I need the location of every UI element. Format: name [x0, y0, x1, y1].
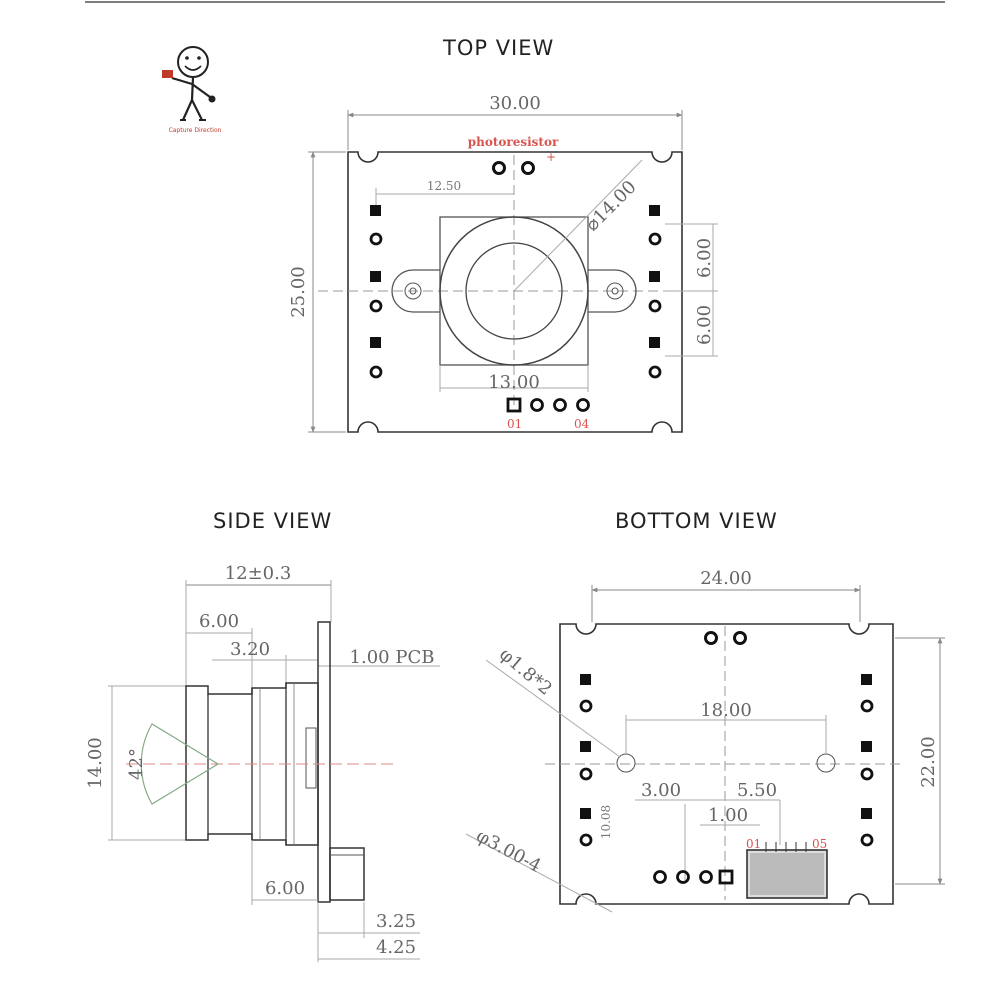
top-view [288, 93, 718, 432]
bottom-photoresistor-pad [735, 633, 746, 644]
photoresistor-plus: + [546, 150, 557, 164]
top-height-label: 25.00 [288, 266, 309, 318]
side-view [85, 563, 440, 962]
bottom-view [466, 568, 945, 912]
bottom-hole-dist-label: 3.00 [640, 780, 682, 801]
bottom-mount-hole-right [817, 754, 835, 772]
side-pcb [318, 622, 330, 902]
side-holder-label: 3.20 [229, 639, 271, 660]
top-width-label: 30.00 [489, 93, 541, 114]
photoresistor-label: photoresistor [467, 135, 559, 149]
bottom-pin-last: 05 [812, 837, 828, 851]
bottom-photoresistor-pad [706, 633, 717, 644]
bottom-left-pads [580, 674, 591, 845]
bottom-pin-first: 01 [746, 837, 762, 851]
side-lens-label: 6.00 [198, 611, 240, 632]
bottom-hole-spec-label: φ1.8*2 [495, 643, 556, 700]
side-conn-a-label: 3.25 [375, 911, 417, 932]
side-view-title: SIDE VIEW [213, 509, 333, 533]
lens-base-label: 13.00 [488, 372, 540, 393]
side-conn-b-label: 4.25 [375, 937, 417, 958]
pitch-a-label: 6.00 [694, 237, 715, 279]
capture-direction-logo [162, 47, 222, 134]
photoresistor-pad [523, 163, 534, 174]
side-angle-label: 42° [126, 748, 147, 780]
top-pin-last: 04 [574, 417, 590, 431]
top-view-title: TOP VIEW [443, 36, 555, 60]
bottom-width-label: 24.00 [700, 568, 752, 589]
bottom-conn-height-label: 10.08 [599, 804, 613, 840]
bottom-pin-pitch-label: 1.00 [707, 805, 749, 826]
bottom-view-title: BOTTOM VIEW [615, 509, 778, 533]
bottom-height-label: 22.00 [918, 736, 939, 788]
pitch-b-label: 6.00 [694, 304, 715, 346]
bottom-conn-offset-label: 5.50 [736, 780, 778, 801]
photoresistor-pad [494, 163, 505, 174]
top-connector-pins [508, 399, 589, 411]
logo-text: Capture Direction [168, 127, 222, 134]
side-height-label: 14.00 [85, 737, 106, 789]
side-pcb-label: 1.00 PCB [349, 647, 435, 668]
side-conn-len-label: 6.00 [264, 878, 306, 899]
side-connector [330, 848, 364, 900]
lens-diameter-label: ⌀14.00 [581, 176, 641, 236]
bottom-hole-pitch-label: 18.00 [700, 700, 752, 721]
bottom-connector-pins [655, 871, 733, 883]
side-sensor-chip [306, 728, 316, 788]
bottom-mount-spec-label: φ3.00-4 [472, 825, 545, 877]
top-pin-first: 01 [507, 417, 523, 431]
side-total-label: 12±0.3 [224, 563, 292, 584]
hole-offset-label: 12.50 [426, 179, 462, 193]
bottom-right-pads [861, 674, 872, 845]
